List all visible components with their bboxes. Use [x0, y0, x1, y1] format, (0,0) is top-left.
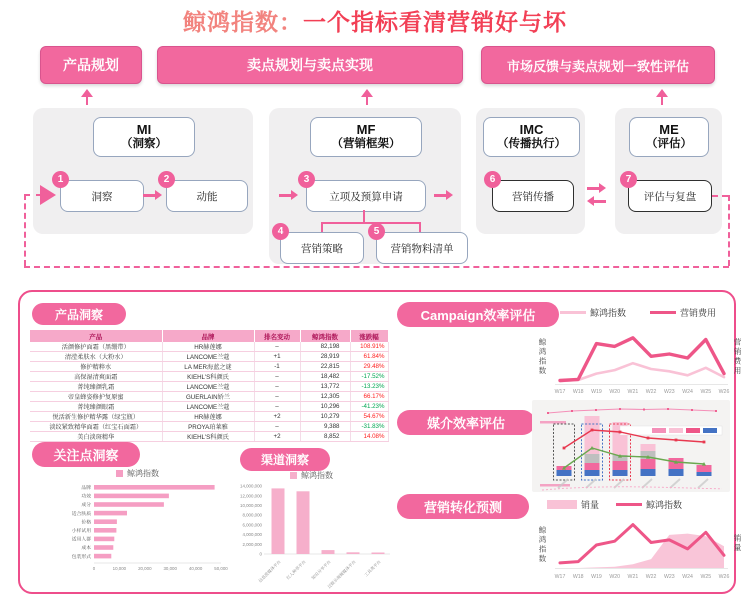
- step-number-badge: 5: [368, 223, 385, 240]
- step-number-badge: 7: [620, 171, 637, 188]
- table-header-cell: 涨跌幅: [350, 330, 388, 342]
- svg-text:W22: W22: [645, 574, 657, 580]
- svg-text:40,000: 40,000: [188, 566, 203, 571]
- table-row: 清滢柔肤水（大粉水） LANCOME兰蔻 +1 28,919 61.84%: [30, 352, 388, 362]
- svg-text:工具类平台: 工具类平台: [363, 559, 382, 578]
- svg-text:W20: W20: [609, 389, 621, 395]
- up-arrow-icon: [656, 89, 668, 105]
- section-pill-campaign: Campaign效率评估: [397, 302, 559, 327]
- table-header-cell: 排名变动: [254, 330, 300, 342]
- legend-item-index: 鲸鸿指数: [560, 306, 626, 319]
- title-main: 一个指标看清营销好与坏: [303, 9, 567, 35]
- svg-text:10,000,000: 10,000,000: [240, 503, 262, 508]
- step-box-budget: 立项及预算申请: [306, 180, 426, 212]
- product-table-head: [30, 330, 388, 342]
- flow-box-selling-point: 卖点规划与卖点实现: [157, 46, 463, 84]
- table-row: 淡纹紧致精华面霜（红宝石面霜） PROYA珀莱雅 – 9,388 -31.83%: [30, 422, 388, 432]
- svg-text:0: 0: [259, 551, 262, 557]
- conversion-area-chart: [552, 512, 730, 588]
- section-pill-conversion: 营销转化预测: [397, 494, 529, 519]
- svg-text:4,000,000: 4,000,000: [242, 532, 262, 538]
- step-box-materials: 营销物料清单: [376, 232, 468, 264]
- table-row: 悦活新生修护精华露（绿宝瓶） HR赫莲娜 +2 10,279 54.67%: [30, 412, 388, 422]
- svg-text:W17: W17: [554, 574, 566, 580]
- svg-text:8,000,000: 8,000,000: [242, 512, 262, 518]
- table-row: 菁纯臻颜乳霜 LANCOME兰蔻 – 13,772 -13.23%: [30, 382, 388, 392]
- connector-line: [363, 210, 365, 222]
- up-arrow-icon: [361, 89, 373, 105]
- section-pill-product-insight: 产品洞察: [32, 303, 126, 325]
- conversion-ylabel-left: 鲸鸿指数: [538, 526, 547, 564]
- campaign-ylabel-right: 营销费用: [733, 338, 742, 376]
- svg-text:功效: 功效: [81, 494, 91, 500]
- svg-text:适合肤质: 适合肤质: [71, 511, 91, 517]
- product-table-body: [30, 342, 388, 442]
- table-row: 帝皇蜂姿修护复原蜜 GUERLAIN娇兰 – 12,305 66.17%: [30, 392, 388, 402]
- svg-text:W23: W23: [663, 389, 675, 395]
- up-arrow-icon: [81, 89, 93, 105]
- step-number-badge: 4: [272, 223, 289, 240]
- svg-text:W24: W24: [682, 574, 693, 580]
- step-box-communication: 营销传播: [492, 180, 574, 212]
- media-composite-chart: [532, 400, 730, 492]
- svg-text:包装形式: 包装形式: [71, 554, 91, 560]
- legend-item-index: 鲸鸿指数: [616, 498, 682, 511]
- svg-text:20,000: 20,000: [138, 566, 152, 571]
- section-pill-channel: 渠道洞察: [240, 448, 330, 471]
- step-box-strategy: 营销策略: [280, 232, 364, 264]
- svg-text:W17: W17: [554, 389, 566, 395]
- step-number-badge: 6: [484, 171, 501, 188]
- channel-vbar-chart: [226, 478, 396, 588]
- phase-header-mi: MI （洞察）: [93, 117, 195, 157]
- phase-header-me: ME （评估）: [629, 117, 709, 157]
- table-row: 修护精粹水 LA MER海蓝之谜 -1 22,815 29.48%: [30, 362, 388, 372]
- step-box-review: 评估与复盘: [628, 180, 712, 212]
- step-number-badge: 1: [52, 171, 69, 188]
- svg-text:W23: W23: [663, 574, 675, 580]
- svg-text:W26: W26: [718, 574, 730, 580]
- svg-text:W18: W18: [572, 389, 584, 395]
- svg-text:0: 0: [92, 566, 96, 571]
- table-header-row: [30, 330, 388, 342]
- svg-text:12,000,000: 12,000,000: [240, 493, 262, 499]
- table-header-cell: 品牌: [162, 330, 254, 342]
- svg-text:品牌: 品牌: [81, 486, 91, 491]
- legend-line-swatch: [616, 503, 642, 506]
- svg-text:W26: W26: [718, 389, 730, 395]
- dashboard-panel: [18, 290, 742, 594]
- svg-text:泛娱乐视频媒体平台: 泛娱乐视频媒体平台: [326, 559, 357, 590]
- svg-text:小样试用: 小样试用: [71, 529, 91, 534]
- svg-text:知识分享平台: 知识分享平台: [310, 559, 332, 581]
- section-pill-media: 媒介效率评估: [397, 410, 535, 435]
- legend-square-swatch: [116, 470, 123, 477]
- feedback-loop-dash: [24, 194, 26, 266]
- feedback-loop-dash: [712, 195, 728, 197]
- step-box-momentum: 动能: [166, 180, 248, 212]
- table-header-cell: 产品: [30, 330, 162, 342]
- svg-text:成分: 成分: [81, 503, 91, 509]
- right-arrow-icon: [434, 190, 453, 200]
- section-pill-focus: 关注点洞察: [32, 442, 140, 467]
- svg-text:6,000,000: 6,000,000: [242, 522, 262, 528]
- svg-text:W21: W21: [627, 574, 639, 580]
- table-row: 美白淡斑精华 KIEHL'S科颜氏 +2 8,852 14.08%: [30, 432, 388, 442]
- svg-text:W25: W25: [700, 389, 712, 395]
- page-title: [0, 4, 750, 37]
- flow-box-product-planning: 产品规划: [40, 46, 142, 84]
- svg-text:30,000: 30,000: [163, 566, 177, 571]
- table-row: 菁纯臻颜眼霜 LANCOME兰蔻 – 10,296 -41.23%: [30, 402, 388, 412]
- legend-area-swatch: [547, 500, 577, 509]
- svg-text:适用人群: 适用人群: [71, 537, 91, 543]
- svg-text:信息流媒体平台: 信息流媒体平台: [257, 559, 282, 584]
- svg-text:W24: W24: [682, 389, 693, 395]
- connector-line: [321, 222, 323, 232]
- step-number-badge: 2: [158, 171, 175, 188]
- feedback-loop-dash: [24, 194, 42, 196]
- flow-entry-arrow-icon: [40, 185, 56, 205]
- conversion-ylabel-right: 销量: [733, 534, 742, 553]
- feedback-loop-dash: [24, 266, 729, 268]
- phase-header-mf: MF （营销框架）: [310, 117, 422, 157]
- svg-text:10,000: 10,000: [112, 566, 127, 571]
- legend-item-cost: 营销费用: [650, 306, 716, 319]
- campaign-ylabel-left: 鲸鸿指数: [538, 338, 547, 376]
- svg-text:50,000: 50,000: [214, 566, 228, 571]
- svg-text:W19: W19: [591, 389, 602, 395]
- table-row: 高保湿清爽面霜 KIEHL'S科颜氏 – 18,482 -17.52%: [30, 372, 388, 382]
- phase-header-imc: IMC （传播执行）: [483, 117, 580, 157]
- svg-text:W25: W25: [700, 574, 712, 580]
- legend-line-swatch: [560, 311, 586, 314]
- right-arrow-icon: [279, 190, 298, 200]
- right-arrow-icon: [587, 183, 606, 193]
- title-prefix: 鲸鸿指数：: [183, 9, 303, 35]
- table-row: 活颜修护面霜（黑绷带） HR赫莲娜 – 82,198 108.91%: [30, 342, 388, 352]
- svg-text:红人种草平台: 红人种草平台: [285, 559, 307, 581]
- svg-text:成本: 成本: [81, 546, 91, 552]
- feedback-loop-dash: [728, 195, 730, 266]
- table-header-cell: 鲸鸿指数: [300, 330, 350, 342]
- right-arrow-icon: [143, 190, 162, 200]
- connector-line: [419, 222, 421, 232]
- svg-text:W20: W20: [609, 574, 621, 580]
- step-number-badge: 3: [298, 171, 315, 188]
- focus-hbar-chart: [28, 478, 230, 580]
- left-arrow-icon: [587, 196, 606, 206]
- legend-line-swatch: [650, 311, 676, 314]
- step-box-insight: 洞察: [60, 180, 144, 212]
- legend-item-index: 鲸鸿指数: [116, 468, 159, 479]
- legend-item-sales: 销量: [547, 498, 599, 511]
- svg-text:W19: W19: [591, 574, 602, 580]
- legend-item-index: 鲸鸿指数: [290, 470, 333, 481]
- svg-text:W21: W21: [627, 389, 639, 395]
- product-table: [30, 330, 389, 442]
- svg-text:W22: W22: [645, 389, 657, 395]
- svg-text:W18: W18: [572, 574, 584, 580]
- svg-text:2,000,000: 2,000,000: [242, 541, 262, 547]
- svg-text:14,000,000: 14,000,000: [240, 483, 262, 489]
- svg-text:价格: 价格: [81, 520, 91, 526]
- campaign-line-chart: [552, 326, 730, 406]
- flow-box-feedback-eval: 市场反馈与卖点规划一致性评估: [481, 46, 715, 84]
